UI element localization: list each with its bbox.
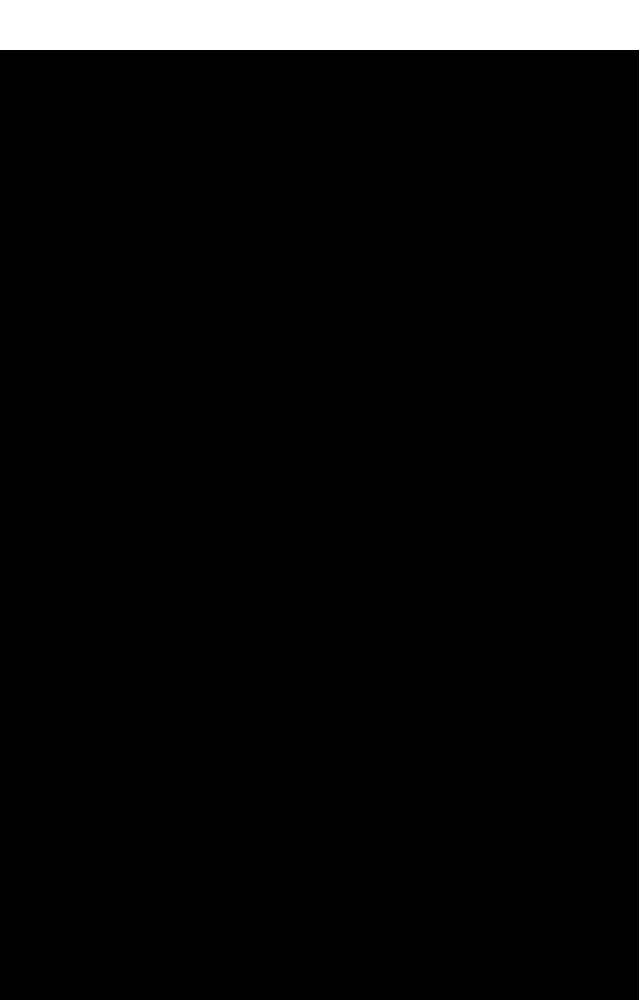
footnote-term: руськими	[190, 981, 249, 995]
poem-title-line: ПОСИЛАЮЧИ ЄМУ ПІСНІ УКРАЇНСЬКІ	[145, 764, 494, 783]
verse-line: Отак, Николаю, українські вірлята	[190, 848, 469, 864]
author-name: Маркіян Шашкевич	[221, 65, 418, 86]
verse-line: Чом ся нев встидати маєм?	[215, 630, 439, 646]
verse-line: Руська мати нас повила,	[215, 561, 409, 577]
footnote-text: ,	[183, 981, 191, 995]
verse-line: Руська мати нас родила,	[215, 538, 410, 554]
verse-line: Чом чужеє полюбляєм?..	[215, 653, 412, 669]
verse-line: Серце к серцю най приляже,	[190, 239, 418, 255]
stanza	[190, 330, 422, 422]
poem-subtitle: Дума	[299, 808, 340, 824]
verse-line: І веселять душу, й серце загрівають;	[190, 871, 486, 887]
verse-line: Чому ж мова ей немила?	[215, 607, 412, 623]
footnote-text: в давні часи вживалося по відношенню до придніпрянських земель і населення, що	[92, 941, 605, 955]
footnote-text: населення називало себе до недавнього часу.	[248, 981, 529, 995]
footnote-term: Русь	[10, 941, 37, 955]
footnote-text: На Західній Україні	[3, 981, 125, 995]
footnote-line: жило навколо Києва. До північних слов'янських земель цей термін стали вживати в XIV-XVI ст.	[3, 961, 581, 975]
footnote-term: русинами	[124, 981, 184, 995]
verse-line: Гоніть з Русі мраки темні;	[190, 356, 403, 372]
stanza	[190, 213, 418, 305]
poem-title-text: СЛОВО ДО ЧТИТЕЛЕЙ РУСЬКОГО ЯЗИКА	[131, 175, 502, 194]
verse-line: Ум охота най засяде.	[190, 285, 359, 301]
footnote-line	[3, 938, 636, 958]
stanza	[215, 535, 439, 673]
verse-line: Руська мати нас любила:	[215, 584, 414, 600]
footnote-number: 1	[3, 944, 9, 953]
poem-date: (1833)	[402, 430, 451, 446]
poem-title	[0, 738, 639, 786]
footnote-text: ,	[36, 941, 45, 955]
verse-line: Най щезають тяжкі туги,	[190, 262, 406, 278]
poem-title	[0, 175, 639, 194]
footnote-divider	[3, 932, 121, 933]
top-margin	[0, 0, 639, 50]
verse-line: Зависть най вас не спиняє, —	[190, 379, 423, 395]
stanza	[190, 845, 486, 891]
verse-line: Разом к світлу, други зявні!	[190, 402, 411, 418]
verse-line: Разом, разом, хто сил має,	[190, 333, 403, 349]
section-separator: * * *	[287, 488, 352, 504]
footnote	[3, 938, 636, 998]
footnote-term: руський	[44, 941, 93, 955]
verse-line: Дайте руки, юні други,	[190, 216, 372, 232]
footnote-line	[3, 978, 636, 998]
poem-title-line: ПОБРАТИМОВІ,	[248, 740, 391, 759]
footnote-ref[interactable]: 1	[501, 173, 508, 183]
